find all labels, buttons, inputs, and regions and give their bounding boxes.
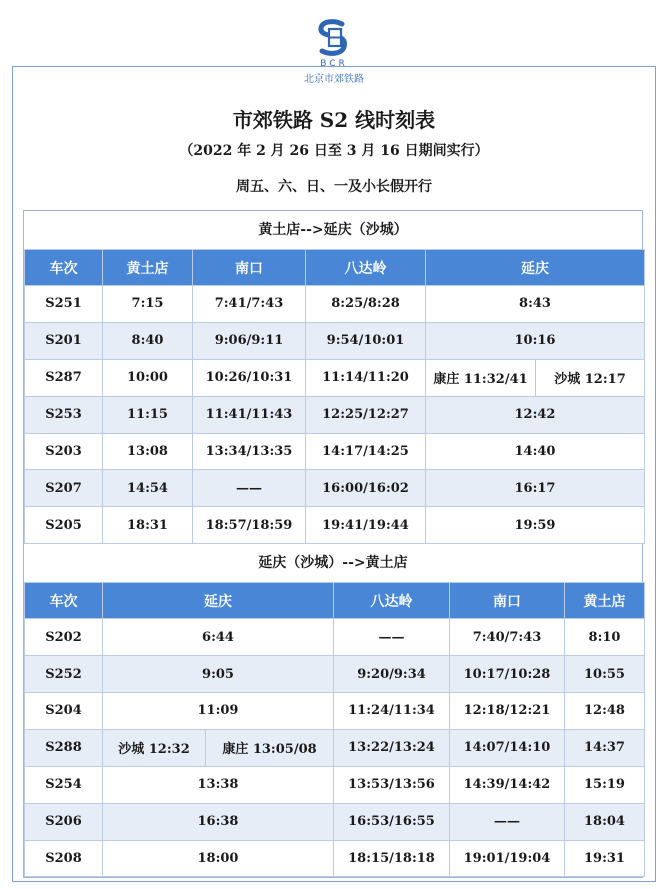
time-cell: 14:37: [565, 729, 645, 766]
time-cell: 11:15: [103, 396, 193, 433]
table-row: [25, 656, 645, 693]
table-row: [25, 396, 645, 433]
train-no: S203: [25, 433, 103, 470]
table-row: [25, 322, 645, 359]
time-cell: 16:17: [426, 470, 645, 507]
header-badaling: 八达岭: [306, 250, 426, 286]
time-cell: 14:07/14:10: [450, 729, 565, 766]
section1-title: 黄土店-->延庆（沙城）: [24, 211, 642, 249]
table-row: [25, 766, 645, 803]
time-cell: 13:34/13:35: [193, 433, 306, 470]
time-cell: 11:24/11:34: [334, 693, 450, 730]
time-cell: 6:44: [103, 619, 334, 656]
section2-title: 延庆（沙城）-->黄土店: [24, 544, 642, 582]
time-cell: 10:00: [103, 359, 193, 396]
time-cell: ——: [450, 803, 565, 840]
train-no: S204: [25, 693, 103, 730]
table-row: [25, 619, 645, 656]
header-train-no: 车次: [25, 583, 103, 619]
train-no: S207: [25, 470, 103, 507]
time-cell: 8:40: [103, 322, 193, 359]
train-no: S288: [25, 729, 103, 766]
train-no: S208: [25, 840, 103, 877]
header-huangtudian: 黄土店: [103, 250, 193, 286]
time-cell: 13:38: [103, 766, 334, 803]
time-cell: 13:22/13:24: [334, 729, 450, 766]
table-row: [25, 693, 645, 730]
time-cell: 9:54/10:01: [306, 322, 426, 359]
time-cell: 12:48: [565, 693, 645, 730]
time-cell-kangzhuang: 康庄 11:32/41: [426, 359, 536, 396]
time-cell: 8:10: [565, 619, 645, 656]
time-cell: 10:16: [426, 322, 645, 359]
time-cell: ——: [193, 470, 306, 507]
time-cell-shacheng: 沙城 12:32: [103, 729, 206, 766]
table-row: [25, 286, 645, 323]
time-cell: 19:31: [565, 840, 645, 877]
time-cell-shacheng: 沙城 12:17: [536, 359, 645, 396]
train-no: S201: [25, 322, 103, 359]
train-no: S206: [25, 803, 103, 840]
time-cell: 14:17/14:25: [306, 433, 426, 470]
time-cell: 11:09: [103, 693, 334, 730]
time-cell-kangzhuang: 康庄 13:05/08: [206, 729, 334, 766]
header-train-no: 车次: [25, 250, 103, 286]
logo-name: 北京市郊铁路: [304, 74, 364, 85]
timetable: [23, 210, 643, 878]
time-cell: 11:14/11:20: [306, 359, 426, 396]
header-huangtudian: 黄土店: [565, 583, 645, 619]
time-cell: 18:57/18:59: [193, 507, 306, 544]
time-cell: 18:00: [103, 840, 334, 877]
header-yanqing: 延庆: [103, 583, 334, 619]
time-cell: 16:53/16:55: [334, 803, 450, 840]
time-cell: 18:31: [103, 507, 193, 544]
time-cell: 16:38: [103, 803, 334, 840]
logo-letters: BCR: [320, 59, 348, 69]
table-row: [25, 803, 645, 840]
time-cell: 12:25/12:27: [306, 396, 426, 433]
time-cell: 18:15/18:18: [334, 840, 450, 877]
page-title: 市郊铁路 S2 线时刻表: [232, 108, 436, 132]
time-cell: ——: [334, 619, 450, 656]
service-days: 周五、六、日、一及小长假开行: [236, 179, 432, 195]
time-cell: 10:55: [565, 656, 645, 693]
train-no: S252: [25, 656, 103, 693]
date-range: （2022 年 2 月 26 日至 3 月 16 日期间实行）: [179, 143, 489, 159]
table-row: [25, 840, 645, 877]
train-no: S205: [25, 507, 103, 544]
time-cell: 19:59: [426, 507, 645, 544]
table-row: [25, 507, 645, 544]
time-cell: 14:54: [103, 470, 193, 507]
time-cell: 7:40/7:43: [450, 619, 565, 656]
time-cell: 15:19: [565, 766, 645, 803]
time-cell: 19:41/19:44: [306, 507, 426, 544]
time-cell: 11:41/11:43: [193, 396, 306, 433]
header-yanqing: 延庆: [426, 250, 645, 286]
train-no: S253: [25, 396, 103, 433]
time-cell: 8:43: [426, 286, 645, 323]
section2-table: [24, 582, 645, 877]
train-no: S287: [25, 359, 103, 396]
time-cell: 16:00/16:02: [306, 470, 426, 507]
time-cell: 10:26/10:31: [193, 359, 306, 396]
time-cell: 14:40: [426, 433, 645, 470]
table-row: [25, 729, 645, 766]
time-cell: 7:41/7:43: [193, 286, 306, 323]
train-no: S202: [25, 619, 103, 656]
time-cell: 12:18/12:21: [450, 693, 565, 730]
table-row: [25, 470, 645, 507]
header-nankou: 南口: [450, 583, 565, 619]
time-cell: 8:25/8:28: [306, 286, 426, 323]
time-cell: 9:06/9:11: [193, 322, 306, 359]
header-nankou: 南口: [193, 250, 306, 286]
section1-table: [24, 249, 645, 544]
time-cell: 13:53/13:56: [334, 766, 450, 803]
time-cell: 9:20/9:34: [334, 656, 450, 693]
time-cell: 18:04: [565, 803, 645, 840]
time-cell: 19:01/19:04: [450, 840, 565, 877]
time-cell: 12:42: [426, 396, 645, 433]
header-badaling: 八达岭: [334, 583, 450, 619]
train-no: S254: [25, 766, 103, 803]
bcr-emblem-icon: [312, 18, 356, 58]
train-no: S251: [25, 286, 103, 323]
time-cell: 9:05: [103, 656, 334, 693]
table-row: [25, 433, 645, 470]
time-cell: 7:15: [103, 286, 193, 323]
table-row: [25, 359, 645, 396]
time-cell: 14:39/14:42: [450, 766, 565, 803]
time-cell: 10:17/10:28: [450, 656, 565, 693]
time-cell: 13:08: [103, 433, 193, 470]
